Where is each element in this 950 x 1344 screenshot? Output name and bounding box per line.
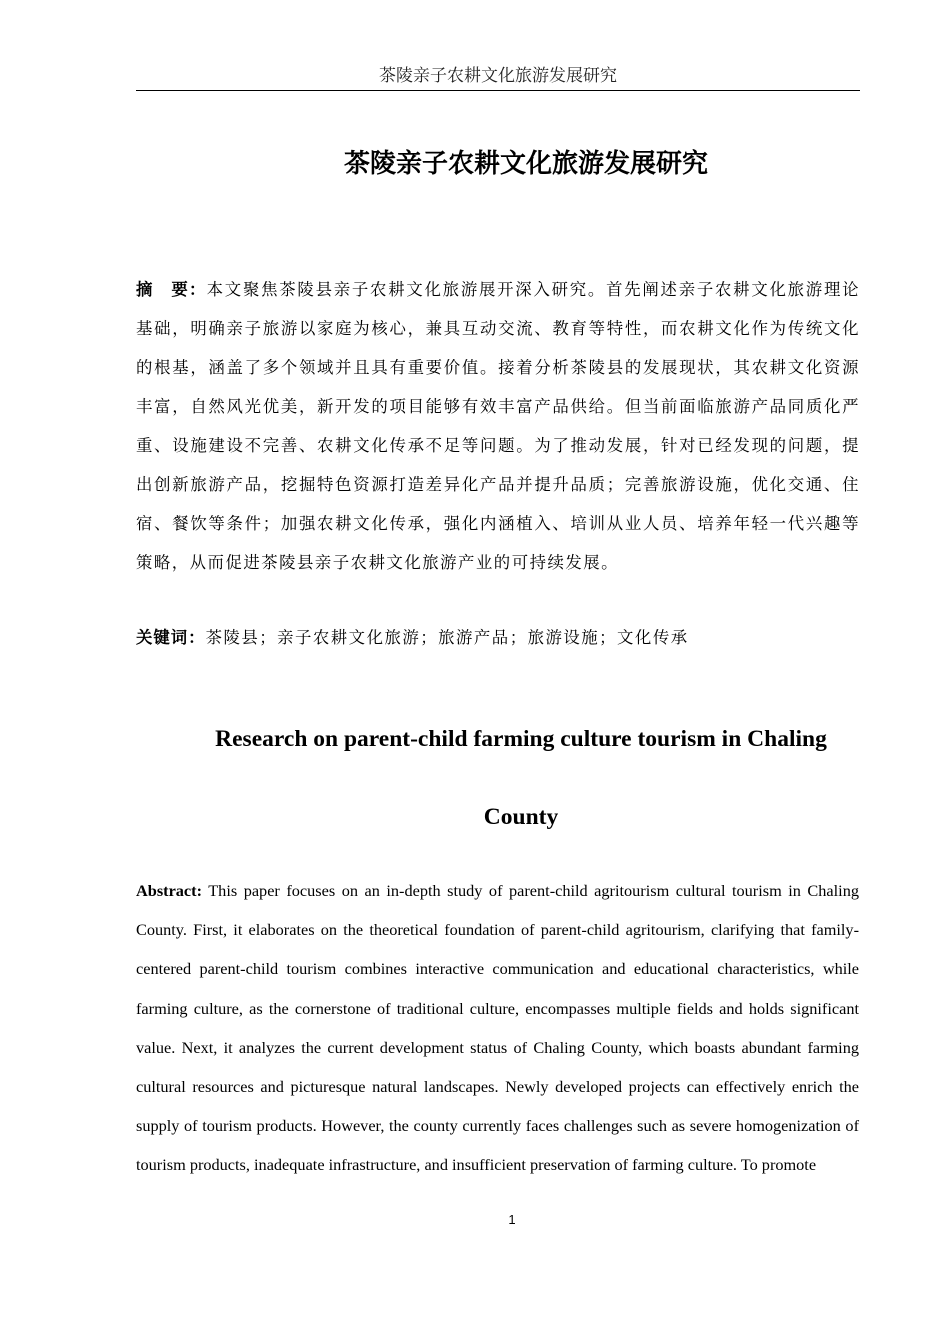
chinese-abstract-text: 本文聚焦茶陵县亲子农耕文化旅游展开深入研究。首先阐述亲子农耕文化旅游理论基础，明确亲子旅游以家庭为核心，兼具互动交流、教育等特性，而农耕文化作为传统文化的根基，涵盖了多个领域并且具有重要价值。接着分析茶陵县的发展现状，其农耕文化资源丰富，自然风光优美，新开发的项目能够有效丰富产品供给。但当前面临旅游产品同质化严重、设施建设不完善、农耕文化传承不足等问题。为了推动发展，针对已经发现的问题，提出创新旅游产品，挖掘特色资源打造差异化产品并提升品质；完善旅游设施，优化交通、住宿、餐饮等条件；加强农耕文化传承，强化内涵植入、培训从业人员、培养年轻一代兴趣等策略，从而促进茶陵县亲子农耕文化旅游产业的可持续发展。 bbox=[136, 280, 861, 572]
english-abstract-label: Abstract: bbox=[136, 881, 203, 900]
english-title bbox=[136, 700, 906, 856]
english-title-line-2: County bbox=[483, 804, 559, 830]
page-number: 1 bbox=[508, 1212, 516, 1227]
chinese-keywords-label: 关键词： bbox=[136, 628, 206, 647]
english-abstract-text: This paper focuses on an in-depth study of parent-child agritourism cultural tourism in Chaling County. First, it elaborates on the theoretical foundation of parent-child agritourism, clarifying that family-centered parent-child tourism combines interactive communication and educational characteristics, while farming culture, as the cornerstone of traditional culture, encompasses multiple fields and holds significant value. Next, it analyzes the current development status of Chaling County, which boasts abundant farming cultural resources and picturesque natural landscapes. Newly developed projects can effectively enrich the supply of tourism products. However, the county currently faces challenges such as severe homogenization of tourism products, inadequate infrastructure, and insufficient preservation of farming culture. To promote bbox=[136, 881, 859, 1175]
chinese-keywords-text: 茶陵县；亲子农耕文化旅游；旅游产品；旅游设施；文化传承 bbox=[205, 628, 689, 647]
chinese-abstract bbox=[136, 270, 860, 582]
english-abstract bbox=[136, 871, 859, 1185]
chinese-abstract-label: 摘 要： bbox=[136, 280, 207, 299]
running-header: 茶陵亲子农耕文化旅游发展研究 bbox=[136, 64, 860, 91]
chinese-title: 茶陵亲子农耕文化旅游发展研究 bbox=[343, 149, 708, 179]
english-title-line-1: Research on parent-child farming culture tourism in Chaling bbox=[215, 726, 827, 752]
chinese-keywords bbox=[136, 618, 860, 657]
